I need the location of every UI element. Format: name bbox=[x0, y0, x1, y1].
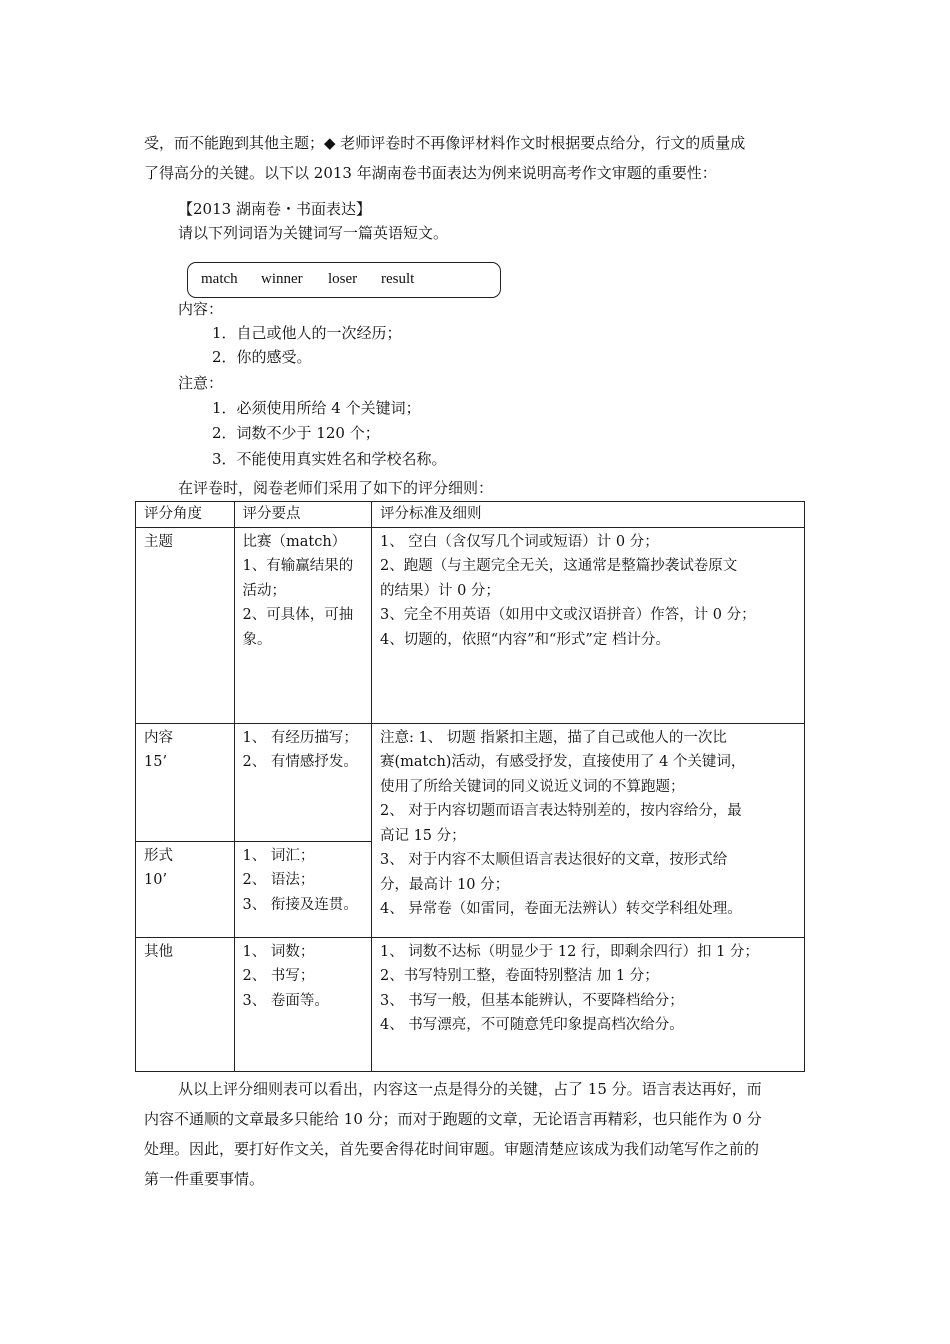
notes-label: 注意： bbox=[178, 374, 224, 392]
table-row-other bbox=[136, 937, 805, 1071]
other-angle: 其他 bbox=[136, 937, 235, 1071]
conclusion-line-4: 第一件重要事情。 bbox=[144, 1170, 265, 1188]
table-header-row bbox=[136, 502, 805, 528]
content-item: 1．自己或他人的一次经历； bbox=[212, 324, 402, 342]
rubric-table bbox=[135, 501, 805, 1072]
keyword-result: result bbox=[381, 271, 415, 287]
header-criteria: 评分标准及细则 bbox=[371, 502, 804, 528]
notes-item: 3．不能使用真实姓名和学校名称。 bbox=[212, 450, 447, 468]
other-points: 1、 词数； 2、 书写； 3、 卷面等。 bbox=[234, 937, 371, 1071]
table-row-content bbox=[136, 723, 805, 841]
topic-criteria: 1、 空白（含仅写几个词或短语）计 0 分； 2、跑题（与主题完全无关，这通常是整篇抄袭试卷原文 的结果）计 0 分； 3、完全不用英语（如用中文或汉语拼音）作答，计 0 分； 4、切题的，依照“内容”和“形式”定 档计分。 bbox=[371, 527, 804, 723]
keyword-match: match bbox=[201, 271, 238, 287]
task-instruction: 请以下列词语为关键词写一篇英语短文。 bbox=[178, 224, 449, 242]
content-label: 内容： bbox=[178, 300, 224, 318]
table-intro: 在评卷时，阅卷老师们采用了如下的评分细则： bbox=[178, 479, 494, 497]
task-title: 【2013 湖南卷・书面表达】 bbox=[178, 200, 371, 218]
table-row-topic bbox=[136, 527, 805, 723]
intro-line-1: 受，而不能跑到其他主题；◆ 老师评卷时不再像评材料作文时根据要点给分，行文的质量成 bbox=[144, 134, 746, 152]
notes-item: 1．必须使用所给 4 个关键词； bbox=[212, 399, 421, 417]
intro-line-2: 了得高分的关键。以下以 2013 年湖南卷书面表达为例来说明高考作文审题的重要性： bbox=[144, 164, 717, 182]
content-item: 2．你的感受。 bbox=[212, 348, 312, 366]
form-angle: 形式 10’ bbox=[136, 841, 235, 937]
topic-angle: 主题 bbox=[136, 527, 235, 723]
keyword-winner: winner bbox=[261, 271, 303, 287]
notes-item: 2．词数不少于 120 个； bbox=[212, 424, 380, 442]
conclusion-line-2: 内容不通顺的文章最多只能给 10 分；而对于跑题的文章，无论语言再精彩，也只能作为 0 分 bbox=[144, 1110, 762, 1128]
topic-points: 比赛（match） 1、有输赢结果的 活动； 2、可具体，可抽 象。 bbox=[234, 527, 371, 723]
form-points: 1、 词汇； 2、 语法； 3、 衔接及连贯。 bbox=[234, 841, 371, 937]
header-angle: 评分角度 bbox=[136, 502, 235, 528]
conclusion-line-3: 处理。因此，要打好作文关，首先要舍得花时间审题。审题清楚应该成为我们动笔写作之前的 bbox=[144, 1140, 760, 1158]
content-form-criteria: 注意: 1、 切题 指紧扣主题，描了自己或他人的一次比 赛(match)活动，有感受抒发，直接使用了 4 个关键词， 使用了所给关键词的同义说近义词的不算跑题； 2、 对于内容切题而语言表达特别差的，按内容给分，最 高记 15 分； 3、 对于内容不太顺但语言表达很好的文章，按形式给 分，最高计 10 分； 4、 异常卷（如雷同，卷面无法辨认）转交学科组处理。 bbox=[371, 723, 804, 937]
header-points: 评分要点 bbox=[234, 502, 371, 528]
content-angle: 内容 15’ bbox=[136, 723, 235, 841]
keyword-box bbox=[187, 262, 501, 298]
keyword-loser: loser bbox=[328, 271, 358, 287]
conclusion-line-1: 从以上评分细则表可以看出，内容这一点是得分的关键，占了 15 分。语言表达再好，而 bbox=[178, 1080, 762, 1098]
content-points: 1、 有经历描写； 2、 有情感抒发。 bbox=[234, 723, 371, 841]
other-criteria: 1、 词数不达标（明显少于 12 行，即剩余四行）扣 1 分； 2、书写特别工整，卷面特别整洁 加 1 分； 3、 书写一般，但基本能辨认，不要降档给分； 4、 书写漂亮，不可随意凭印象提高档次给分。 bbox=[371, 937, 804, 1071]
